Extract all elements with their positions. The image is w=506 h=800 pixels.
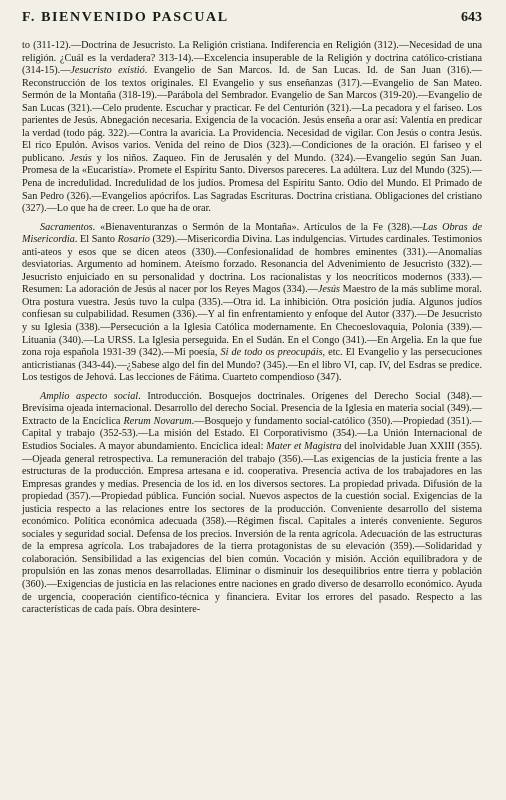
page-number: 643 — [461, 10, 482, 25]
running-title: F. BIENVENIDO PASCUAL — [22, 10, 229, 25]
text-run: . Evangelio de San Marcos. Id. de San Lucas. Id. de San Juan (316).—Reconstrucción de los textos originales. El Evangelio y sus enseñanzas (317).—Evangelio de San Mateo. Sermón de la Montaña (318-19).—Parábola del Sembrador. Evangelio de San Marcos (319-20).—Evangelio de San Lucas (321).—Celo prudente. Escuchar y practicar. Fe del Centurión (321).—La pecadora y el fariseo. Los parientes de Jesús. Abnegación necesaria. Exigencia de la vocación. Jesús enseña a orar así: Valentía en predicar la verdad (todo pág. 322).—Contra la avaricia. La Providencia. Necesidad de vigilar. Con Jesús o contra Jesús. El rico Epulón. Avisos varios. Venida del reino de Dios (323).—Condiciones de la oración. El fariseo y el publicano. — [22, 65, 482, 164]
page-header — [22, 10, 482, 36]
text-run: . El Santo — [74, 234, 118, 246]
page-body — [22, 40, 482, 617]
italic-term: Si de todo os preocupáis — [220, 347, 323, 359]
italic-term: Rosario — [117, 234, 150, 246]
italic-term: Amplio aspecto social — [40, 390, 139, 402]
text-run: y los niños. Zaqueo. Fin de Jerusalén y del Mundo. (324).—Evangelio según San Juan. Promesa de la «Eucaristía». Promete el Espíritu Santo. Diversos pareceres. La adúltera. Luz del Mundo (325).—Pena de incredulidad. Incredulidad de los judíos. Promesa del Espíritu Santo. Odio del Mundo. El Primado de San Pedro (326).—Evangelios apócrifos. Las Sagradas Escrituras. Doctrina cristiana. Obligaciones del cristiano (327).—Lo que ha de creer. Lo que ha de orar. — [22, 152, 482, 215]
text-run: Maestro de la más sublime moral. Otra postura vuestra. Jesús tuvo la culpa (335).—Otra id. La inhibición. Otra posición judía. Algunos judíos confiesan su culpabilidad. Resumen (336).—Y al fin enfrentamiento y enfoque del Autor (337).—De Jesucristo y su Iglesia (338).—Persecución a la Iglesia Católica modernamente. En Checoeslovaquia, Polonia (339).—Lituania (340).—La URSS. La Iglesia perseguida. En el Sudán. En el Congo (341).—En Argelia. En la que fue zona roja española 1931-39 (342).—Mi poesía, — [22, 284, 482, 359]
italic-term: Sacramentos — [40, 221, 93, 233]
paragraph-religion — [22, 40, 482, 216]
paragraph-sacramentos — [22, 222, 482, 385]
italic-term: Jesucristo existió — [70, 65, 145, 77]
italic-term: Jesús — [317, 284, 340, 296]
italic-term: Rerum Novarum — [123, 415, 192, 427]
paragraph-aspecto-social — [22, 391, 482, 617]
text-run: (329).—Misericordia Divina. Las indulgencias. Virtudes cardinales. Testimonios anti-ateos y esos que se dicen ateos (330).—Confesionalidad de hombres eminentes (331).—Anomalías desviatorias. Argumento ad hominem. Ateísmo forzado. Resonancia del Advenimiento de Jesucristo (332).—Jesucristo enjuiciado en su personalidad y doctrina. Los racionalistas y los neocríticos modernos (333).—Resumen: La adoración de Jesús al nacer por los Reyes Magos (334).— — [22, 234, 482, 296]
text-run: . Introducción. Bosquejos doctrinales. Orígenes del Derecho Social (348).—Brevísima ojeada internacional. Desarrollo del derecho Social. Presencia de la Iglesia en materia social (349).—Extracto de la Encíclica — [22, 390, 482, 427]
text-run: , etc. El Evangelio y las persecuciones anticristianas (343-44).—¿Sabese algo del fin del Mundo? (345).—En el libro VI, cap. IV, del Esdras se predice. Los testigos de Jehová. Las lecciones de Fátima. Cuarteto compendioso (347). — [22, 347, 482, 384]
text-run: . «Bienaventuranzas o Sermón de la Montaña». Artículos de la Fe (328).— — [92, 221, 423, 233]
italic-term: Mater et Magistra — [266, 440, 342, 452]
text-run: del inolvidable Juan XXIII (355).—Ojeada general retrospectiva. La remuneración del trabajo (356).—Las exigencias de la justicia frente a las estructuras de la producción. Empresa artesana e id. cooperativa. Presencia activa de los trabajadores en las Empresas grandes y medias. Presencia de los id. en los diversos sectores. La propiedad privada. Difusión de la propiedad (357).—Propiedad pública. Función social. Nuevos aspectos de la cuestión social. Exigencias de la justicia respecto a las relaciones entre los sectores de la producción. Conveniente desarrollo del sistema económico. Política económica adecuada (358).—Régimen fiscal. Capitales a interés conveniente. Seguros sociales y seguridad social. Defensa de los precios. Inversión de la renta agrícola. Adecuación de las estructuras de la empresa agrícola. Los trabajadores de la tierra protagonistas de su elevación (359).—Solidaridad y colaboración. Sensibilidad a las exigencias del bien común. Vocación y misión. Acción equilibradora y de propulsión en las zonas menos desarrolladas. Eliminar o disminuir los desequilibrios entre tierra y población (360).—Exigencias de justicia en las relaciones entre naciones en grado diverso de desarrollo económico. Ayuda de urgencia, cooperación científico-técnica y financiera. Evitar los errores del pasado. Respecto a las características de cada país. Obra desintere- — [22, 440, 482, 616]
text-run: to (311-12).—Doctrina de Jesucristo. La Religión cristiana. Indiferencia en Religión (312).—Necesidad de una religión. ¿Cuál es la verdadera? 313-14).—Excelencia insuperable de la Religión y doctrina católico-cristiana (314-15).— — [22, 40, 482, 77]
text-run: .—Bosquejo y fundamento social-católico (350).—Propiedad (351).—Capital y trabajo (352-53).—La misión del Estado. El Corporativismo (354).—La Unión Internacional de Estudios Sociales. A mayor abundamiento. Encíclica ideal: — [22, 415, 482, 452]
italic-term: Jesús — [69, 152, 92, 164]
italic-term: Las Obras de Misericordia — [22, 221, 482, 246]
